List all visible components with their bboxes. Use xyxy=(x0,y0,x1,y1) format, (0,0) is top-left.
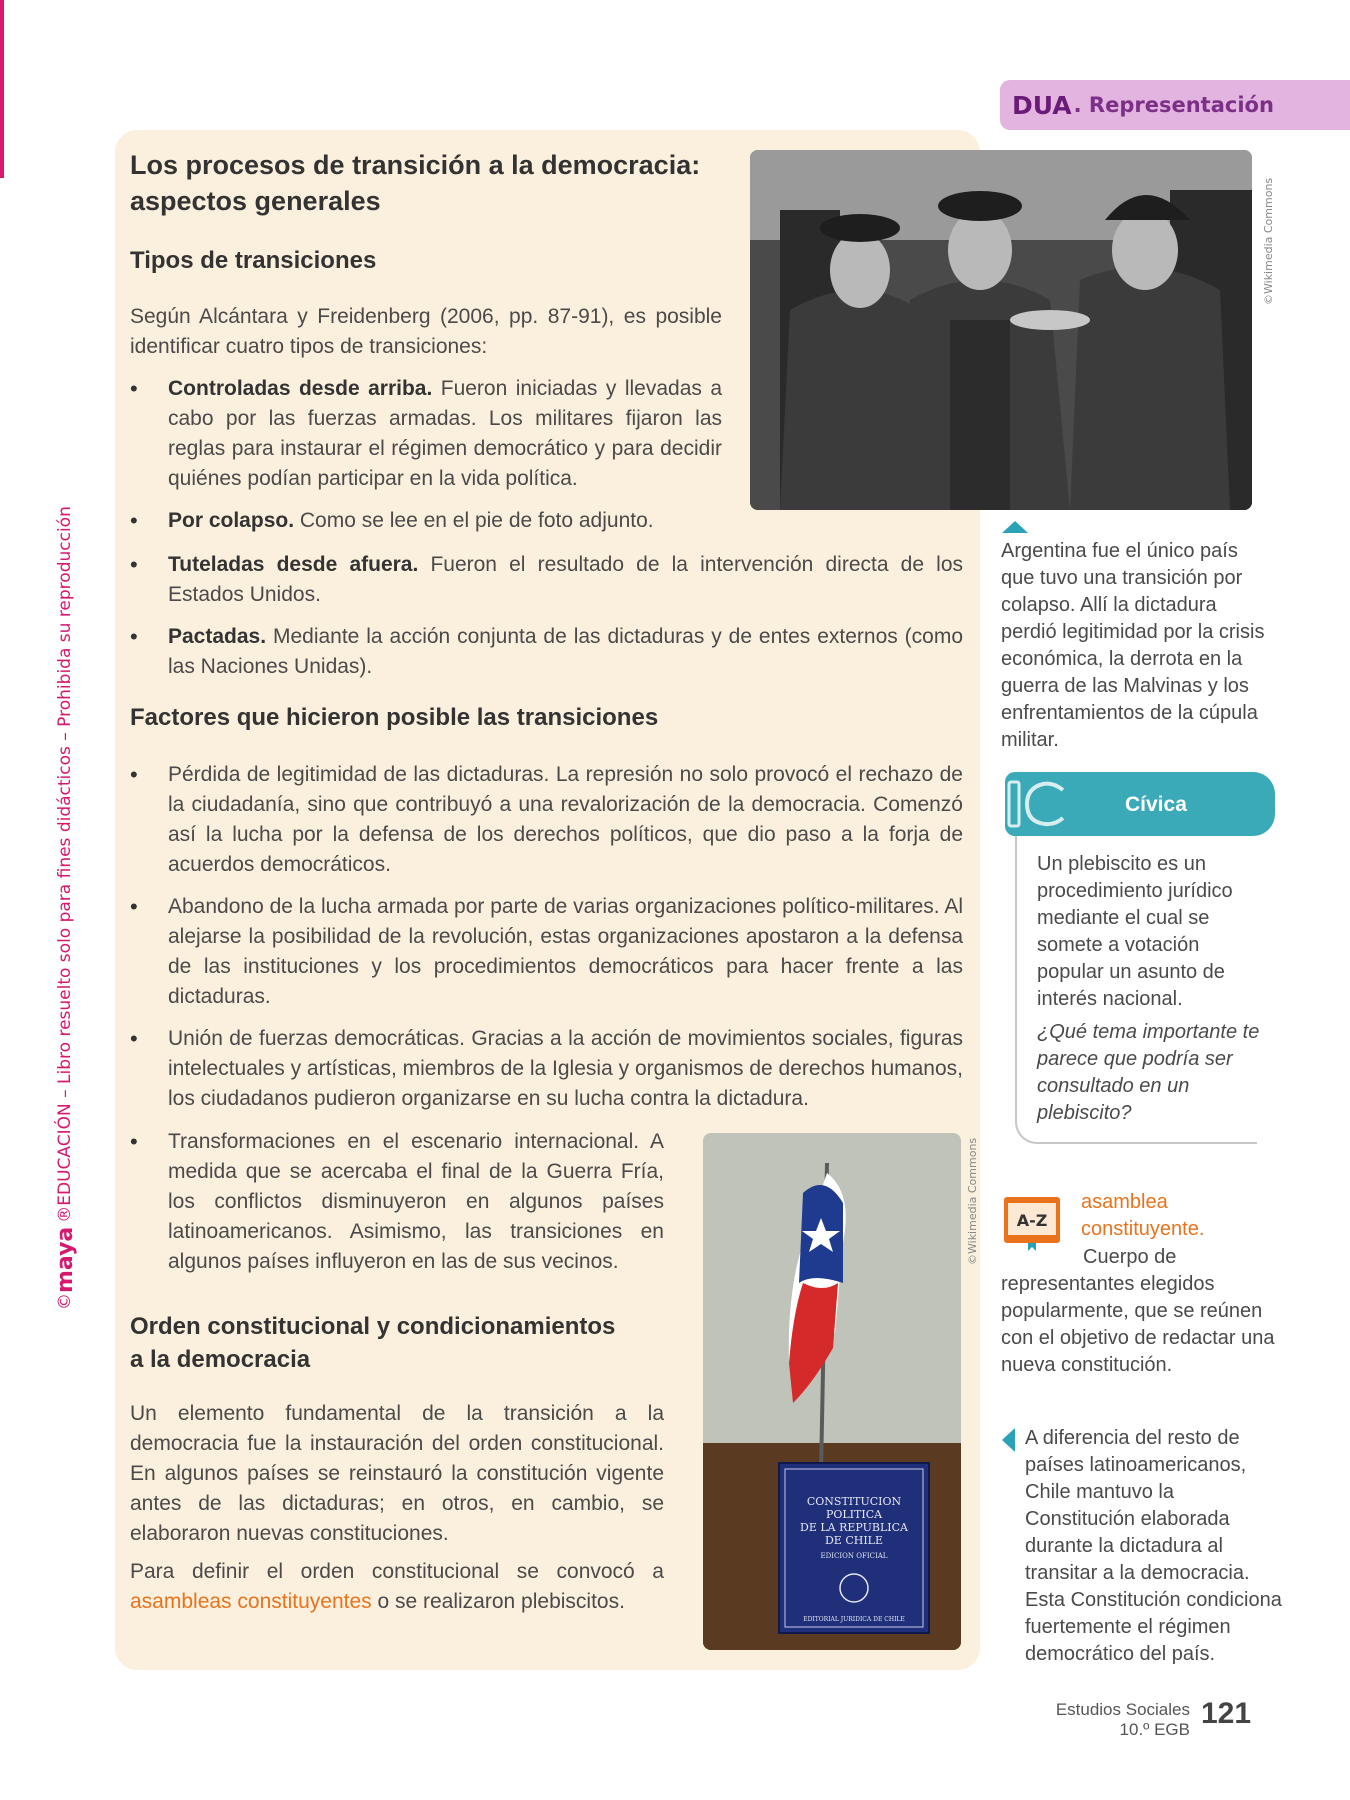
types-list-continued xyxy=(130,550,963,694)
officers-illustration xyxy=(750,150,1252,510)
list-item xyxy=(130,550,963,610)
section-heading-factores: Factores que hicieron posible las transiciones xyxy=(130,704,659,731)
copyright-symbol: © xyxy=(55,1293,75,1310)
section-heading-orden-line2: a la democracia xyxy=(130,1346,311,1373)
page-number: 121 xyxy=(1201,1697,1252,1730)
factors-list-continued xyxy=(130,1127,664,1289)
copyright-text: ®EDUCACIÓN – Libro resuelto solo para fines didácticos – Prohibida su reproducción xyxy=(55,506,75,1223)
caption-pointer-left-icon xyxy=(1002,1428,1015,1452)
list-item xyxy=(130,374,722,494)
photo-chile-constitution xyxy=(703,1133,961,1650)
book-edition: EDICION OFICIAL xyxy=(820,1552,888,1560)
list-item: • Transformaciones en el escenario internacional. A medida que se acercaba el final de la Guerra Fría, los conflictos disminuyeron en algunos países latinoamericanos. Asimismo, las transiciones en algunos países influyeron en las de sus vecinos. xyxy=(130,1127,664,1277)
glossary-link[interactable]: asambleas constituyentes xyxy=(130,1590,372,1613)
photo1-credit: ©Wikimedia Commons xyxy=(1262,177,1275,305)
civica-label: Cívica xyxy=(1125,793,1187,816)
type-name: Controladas desde arriba. xyxy=(168,377,433,400)
types-list xyxy=(130,374,722,548)
list-item: • Unión de fuerzas democráticas. Gracias a la acción de movimientos sociales, figuras intelectuales y artísticas, miembros de la Iglesia y organismos de derechos humanos, los ciudadanos pudieron organizarse en su lucha contra la dictadura. xyxy=(130,1024,963,1114)
orden-paragraph-2 xyxy=(130,1557,664,1617)
photo2-caption: A diferencia del resto de países latinoamericanos, Chile mantuvo la Constitución elaborada durante la dictadura al transitar a la democracia. Esta Constitución condiciona fuertemente el régimen democrático del país. xyxy=(1025,1427,1282,1665)
photo1-caption: Argentina fue el único país que tuvo una transición por colapso. Allí la dictadura perdió legitimidad por la crisis económica, la derrota en la guerra de las Malvinas y los enfrentamientos de la cúpula militar. xyxy=(1001,540,1265,751)
side-copyright xyxy=(48,490,82,1310)
list-item xyxy=(130,506,728,536)
civica-ic-icon xyxy=(1005,778,1067,830)
type-desc: Fueron iniciadas y llevadas a cabo por las fuerzas armadas. Los militares fijaron las reglas para instaurar el régimen democrático y para decidir quiénes podían participar en la vida política. xyxy=(168,377,722,490)
dua-tab xyxy=(1000,80,1350,130)
civica-definition: Un plebiscito es un procedimiento jurídico mediante el cual se somete a votación popular un asunto de interés nacional. xyxy=(1037,853,1233,1010)
type-desc: Fueron el resultado de la intervención directa de los Estados Unidos. xyxy=(168,553,964,606)
dua-subtitle: . Representación xyxy=(1073,93,1274,117)
photo-military-officers xyxy=(750,150,1252,510)
book-title-2: POLITICA xyxy=(825,1508,883,1521)
book-title-4: DE CHILE xyxy=(824,1534,884,1547)
civica-content xyxy=(1037,851,1267,1127)
type-name: Pactadas. xyxy=(168,625,267,648)
para-text: o se realizaron plebiscitos. xyxy=(371,1590,625,1613)
page-title-line2: aspectos generales xyxy=(130,186,381,216)
factors-list xyxy=(130,760,963,1126)
glossary-definition xyxy=(1001,1244,1281,1379)
page-edge-bar xyxy=(0,0,4,178)
flag-book-illustration xyxy=(703,1133,961,1650)
list-item: • Abandono de la lucha armada por parte de varias organizaciones político-militares. Al alejarse la posibilidad de la revolución, estas organizaciones apostaron a la defensa de las instituciones y los procedimientos democráticos para hacer frente a las dictaduras. xyxy=(130,892,963,1012)
book-publisher: EDITORIAL JURIDICA DE CHILE xyxy=(803,1616,905,1623)
grade-label: 10.º EGB xyxy=(1119,1720,1190,1739)
list-item xyxy=(130,622,963,682)
dua-label: DUA xyxy=(1012,90,1072,120)
type-name: Por colapso. xyxy=(168,509,295,532)
glossary-icon-label: A-Z xyxy=(1016,1211,1048,1230)
intro-paragraph: Según Alcántara y Freidenberg (2006, pp. 87-91), es posible identificar cuatro tipos de transiciones: xyxy=(130,305,722,358)
caption-pointer-up-icon xyxy=(1002,521,1028,533)
section-heading-orden xyxy=(130,1310,615,1376)
book-title-3: DE LA REPUBLICA xyxy=(800,1521,908,1534)
glossary-term: asamblea constituyente. xyxy=(1081,1191,1205,1240)
type-desc: Como se lee en el pie de foto adjunto. xyxy=(294,509,654,532)
glossary-definition-text: Cuerpo de representantes elegidos popularmente, que se reúnen con el objetivo de redactar una nueva constitución. xyxy=(1001,1246,1275,1376)
brand-logo-text: maya xyxy=(52,1226,78,1293)
section-heading-orden-line1: Orden constitucional y condicionamientos xyxy=(130,1313,616,1340)
page-title xyxy=(130,147,730,219)
type-name: Tuteladas desde afuera. xyxy=(168,553,419,576)
book-title-1: CONSTITUCION xyxy=(806,1495,902,1508)
page-title-line1: Los procesos de transición a la democracia: xyxy=(130,150,701,180)
para-text: Para definir el orden constitucional se convocó a xyxy=(130,1560,664,1583)
list-item: • Pérdida de legitimidad de las dictaduras. La represión no solo provocó el rechazo de la ciudadanía, sino que contribuyó a una revalorización de la democracia. Comenzó así la lucha por la defensa de los derechos políticos, que dio paso a la forja de acuerdos democráticos. xyxy=(130,760,963,880)
subject-name: Estudios Sociales xyxy=(1055,1700,1190,1719)
photo2-credit: ©Wikimedia Commons xyxy=(966,1137,979,1265)
civica-question: ¿Qué tema importante te parece que podría ser consultado en un plebiscito? xyxy=(1037,1021,1260,1124)
type-desc: Mediante la acción conjunta de las dictaduras y de entes externos (como las Naciones Unidas). xyxy=(168,625,963,678)
orden-paragraph: Un elemento fundamental de la transición a la democracia fue la instauración del orden constitucional. En algunos países se reinstauró la constitución vigente antes de las dictaduras; en otros, en cambio, se elaboraron nuevas constituciones. xyxy=(130,1402,664,1545)
footer-subject xyxy=(1025,1700,1190,1740)
section-heading-tipos: Tipos de transiciones xyxy=(130,247,377,274)
